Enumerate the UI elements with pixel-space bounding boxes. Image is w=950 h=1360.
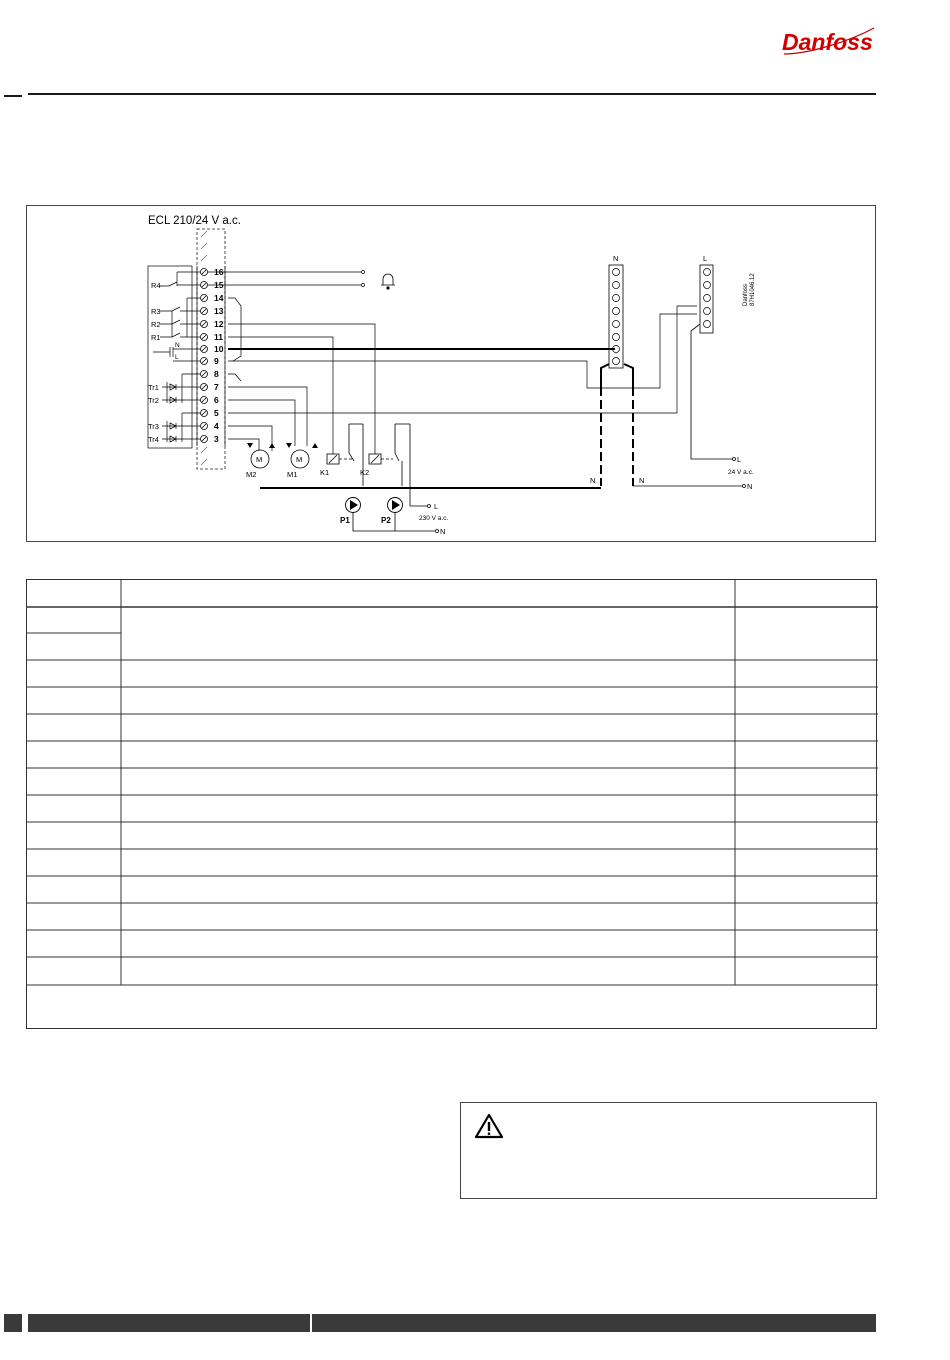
terminal-10: 10 [214, 344, 224, 354]
footer-bar [28, 1314, 876, 1332]
relay-r1-label: R1 [151, 333, 161, 342]
drawing-code-2: 87H1046.12 [750, 273, 756, 306]
triac-tr2-label: Tr2 [148, 396, 159, 405]
wire-n-24-label: N [747, 482, 753, 491]
drawing-code [743, 273, 756, 306]
diagram-title: ECL 210/24 V a.c. [148, 215, 241, 227]
terminal-9: 9 [214, 356, 219, 366]
pump-p2-label: P2 [381, 516, 391, 525]
neutral-terminal-bar [609, 254, 623, 368]
terminal-3: 3 [214, 434, 219, 444]
wire-l-24-label: L [737, 455, 742, 464]
warning-icon [474, 1113, 504, 1139]
terminal-table [26, 579, 877, 1029]
voltage-230-label: 230 V a.c. [419, 515, 449, 522]
terminal-14: 14 [214, 293, 224, 303]
wire-n-230-label: N [440, 527, 446, 536]
wire-n-right-label: N [639, 476, 645, 485]
terminal-16: 16 [214, 267, 224, 277]
live-terminal-bar [700, 254, 713, 333]
pump-p1 [340, 498, 361, 526]
motor-m1-symbol: M [296, 455, 303, 464]
relay-r4-label: R4 [151, 281, 161, 290]
contactor-k1-label: K1 [320, 468, 330, 477]
wire-l-230-label: L [434, 502, 439, 511]
motor-m1-label: M1 [287, 470, 298, 479]
danfoss-logo [778, 20, 878, 60]
terminal-13: 13 [214, 306, 224, 316]
triac-tr3-label: Tr3 [148, 422, 159, 431]
warning-box [460, 1102, 877, 1199]
footer-square [4, 1314, 22, 1332]
motor-m2 [246, 443, 275, 479]
terminal-circles [201, 269, 208, 443]
neutral-bar-label: N [613, 254, 619, 263]
supply-l-small-label: L [175, 354, 179, 361]
terminal-4: 4 [214, 421, 219, 431]
header-rule [28, 93, 876, 95]
motor-m2-label: M2 [246, 470, 257, 479]
neutral-dashed-wires [601, 387, 633, 486]
contactor-k1 [327, 424, 363, 486]
terminal-6: 6 [214, 395, 219, 405]
logo-text: Danfoss [782, 29, 873, 55]
terminal-5: 5 [214, 408, 219, 418]
supply-24v-wiring [633, 324, 746, 488]
terminal-15: 15 [214, 280, 224, 290]
terminal-8: 8 [214, 369, 219, 379]
wiring-diagram [26, 205, 876, 542]
bridge-14-8 [228, 298, 241, 381]
motor-m2-symbol: M [256, 455, 263, 464]
control-wiring [228, 306, 697, 454]
motor-m1 [286, 443, 318, 479]
alarm-wiring [208, 271, 365, 287]
pump-p1-label: P1 [340, 516, 350, 525]
drawing-code-1: Danfoss [743, 283, 749, 306]
terminal-12: 12 [214, 319, 224, 329]
alarm-bell-icon [381, 274, 395, 289]
terminal-11: 11 [214, 332, 223, 342]
relay-r2-label: R2 [151, 320, 161, 329]
wire-n-left-label: N [590, 476, 596, 485]
voltage-24-label: 24 V a.c. [728, 469, 754, 476]
triac-tr4-label: Tr4 [148, 435, 159, 444]
terminal-7: 7 [214, 382, 219, 392]
supply-n-small-label: N [175, 342, 180, 349]
pump-p2 [381, 498, 403, 526]
neutral-bar-wiring [601, 364, 633, 387]
header-tick [4, 95, 22, 97]
contactor-k2-label: K2 [360, 468, 370, 477]
relay-r3-label: R3 [151, 307, 161, 316]
footer-divider [310, 1314, 312, 1332]
triac-tr1-label: Tr1 [148, 383, 159, 392]
live-bar-label: L [703, 254, 708, 263]
